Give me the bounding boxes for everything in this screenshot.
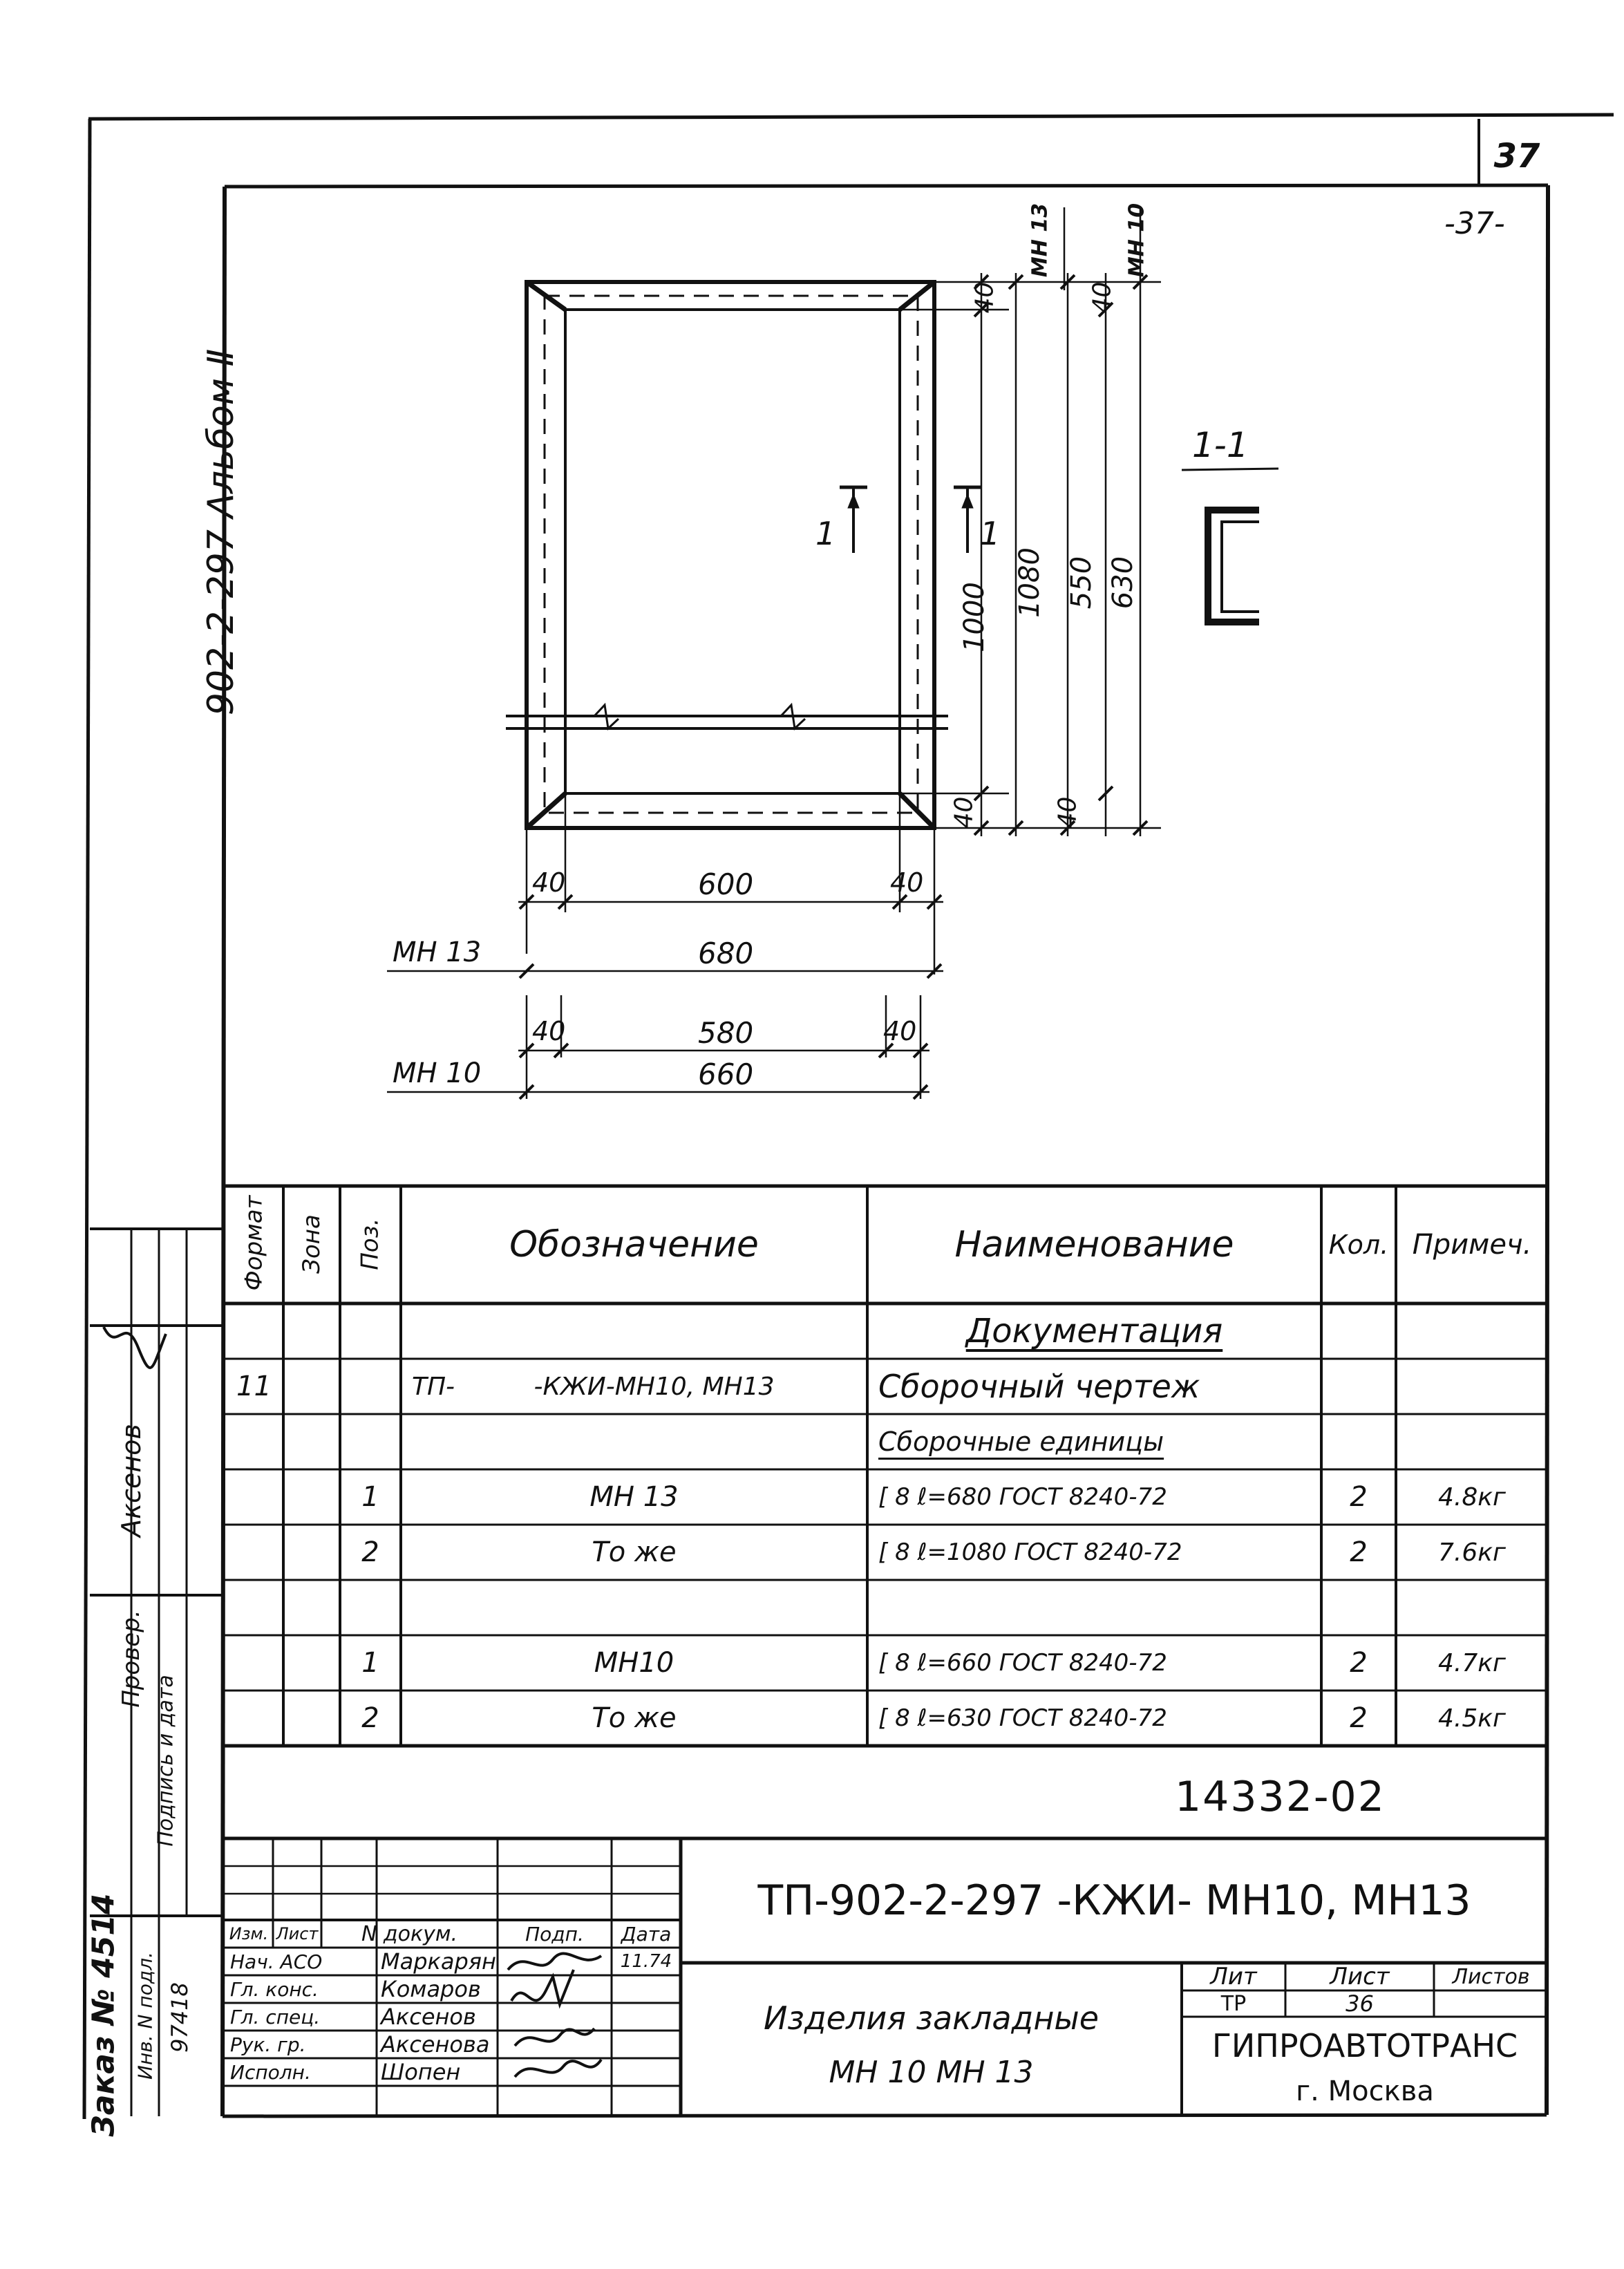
spec-row-6-name: [ 8 ℓ=660 ГОСТ 8240-72 (878, 1649, 1167, 1677)
stamp-col-list: Лист (276, 1924, 319, 1943)
spec-row-1-name: Сборочный чертеж (878, 1368, 1200, 1405)
dim-mn13-left: 40 (532, 867, 566, 898)
document-code: ТП-902-2-297 -КЖИ- МН10, МН13 (757, 1876, 1471, 1925)
spec-header-note: Примеч. (1412, 1229, 1532, 1261)
product-title-line2: МН 10 МН 13 (829, 2054, 1034, 2090)
spec-row-1-designation: ТП- -КЖИ-МН10, МН13 (412, 1372, 775, 1401)
staff-name-3: Аксенов (381, 2004, 476, 2030)
dim-mn10-total: 660 (698, 1057, 754, 1091)
spec-row-4-pos: 2 (361, 1536, 379, 1568)
dim-mn10-tag: МН 10 (393, 1057, 482, 1089)
spec-header-name: Наименование (954, 1224, 1234, 1265)
dim-mn13-mid: 600 (698, 867, 754, 901)
dim-mn13-tag: МН 13 (393, 936, 482, 968)
cut-marker-right: 1 (980, 515, 1001, 552)
spec-row-7-name: [ 8 ℓ=630 ГОСТ 8240-72 (878, 1704, 1167, 1732)
album-label: 902-2-297 Альбом Ⅱ (200, 348, 242, 716)
margin-inv-podl-value: 97418 (167, 1982, 193, 2053)
sheet-value: 36 (1346, 1990, 1374, 2017)
dim-630: 630 (1107, 556, 1139, 610)
spec-row-7-note: 4.5кг (1438, 1704, 1506, 1733)
margin-inv-podl-label: Инв. N подл. (133, 1952, 157, 2080)
corner-number: 37 (1493, 137, 1540, 176)
page-number: -37- (1444, 206, 1505, 241)
staff-role-5: Исполн. (230, 2060, 311, 2084)
sheet-header: Лист (1330, 1963, 1390, 1990)
dim-tag-mn13-vertical: МН 13 (1028, 203, 1052, 278)
dim-550: 550 (1066, 556, 1097, 610)
staff-role-1: Нач. АСО (230, 1950, 323, 1973)
spec-row-4-name: [ 8 ℓ=1080 ГОСТ 8240-72 (878, 1538, 1182, 1566)
dim-tag-mn10-vertical: МН 10 (1124, 203, 1149, 278)
spec-row-3-designation: МН 13 (589, 1481, 679, 1513)
spec-header-pos: Поз. (356, 1218, 384, 1270)
spec-row-3-qty: 2 (1350, 1481, 1368, 1513)
spec-row-3-name: [ 8 ℓ=680 ГОСТ 8240-72 (878, 1483, 1167, 1511)
spec-header-zone: Зона (298, 1214, 325, 1274)
staff-date-1: 11.74 (620, 1951, 672, 1972)
spec-row-1-format: 11 (236, 1371, 272, 1402)
spec-row-3-note: 4.8кг (1438, 1482, 1506, 1512)
spec-row-4-note: 7.6кг (1438, 1538, 1506, 1567)
dim-mn13-total: 680 (698, 936, 754, 970)
sheets-value (1434, 1990, 1548, 2017)
staff-name-5: Шопен (381, 2059, 461, 2085)
margin-sign-date-label: Подпись и дата (153, 1675, 178, 1847)
dim-bottom-40-b: 40 (1053, 796, 1082, 829)
margin-checked-name: Аксенов (116, 1424, 147, 1537)
product-title-line1: Изделия закладные (763, 1999, 1099, 2037)
spec-row-section-assemblies: Сборочные единицы (878, 1427, 1164, 1457)
cut-marker-left: 1 (815, 515, 836, 552)
dim-mn10-mid: 580 (698, 1016, 754, 1050)
dim-mn10-left: 40 (532, 1016, 566, 1046)
stamp-col-izm: Изм. (229, 1924, 269, 1943)
spec-row-4-qty: 2 (1350, 1536, 1368, 1568)
dim-top-40-b: 40 (1088, 281, 1117, 314)
staff-role-2: Гл. конс. (230, 1977, 319, 2001)
spec-row-6-pos: 1 (361, 1647, 379, 1679)
staff-name-1: Маркарян (381, 1948, 496, 1975)
section-label: 1-1 (1192, 425, 1249, 465)
dim-mn13-right: 40 (890, 867, 924, 898)
dim-mn10-right: 40 (883, 1016, 917, 1046)
sheets-header: Листов (1452, 1964, 1530, 1989)
spec-row-7-pos: 2 (361, 1702, 379, 1734)
spec-row-section-documentation: Документация (965, 1312, 1223, 1350)
inventory-number: 14332-02 (1175, 1773, 1386, 1821)
organization-city: г. Москва (1296, 2075, 1434, 2107)
staff-role-3: Гл. спец. (230, 2005, 321, 2028)
stamp-col-doc: N докум. (361, 1921, 458, 1946)
staff-name-4: Аксенова (381, 2031, 490, 2058)
spec-row-3-pos: 1 (361, 1481, 379, 1513)
spec-row-7-qty: 2 (1350, 1702, 1368, 1734)
dim-top-40-a: 40 (970, 281, 999, 314)
margin-order-number: Заказ № 4514 (86, 1893, 122, 2137)
dim-bottom-40-a: 40 (950, 796, 979, 829)
lit-value: ТР (1220, 1991, 1247, 2016)
staff-role-4: Рук. гр. (230, 2033, 306, 2056)
spec-header-format: Формат (240, 1195, 268, 1291)
spec-row-6-qty: 2 (1350, 1647, 1368, 1679)
staff-name-2: Комаров (381, 1976, 481, 2002)
dim-1080: 1080 (1014, 547, 1046, 618)
margin-checked-label: Провер. (117, 1610, 145, 1708)
organization-name: ГИПРОАВТОТРАНС (1211, 2027, 1518, 2064)
spec-row-6-note: 4.7кг (1438, 1648, 1506, 1677)
spec-row-4-designation: То же (592, 1536, 677, 1568)
dim-1000: 1000 (959, 582, 990, 652)
spec-row-6-designation: МН10 (594, 1647, 674, 1679)
lit-header: Лит (1210, 1963, 1257, 1990)
spec-row-7-designation: То же (592, 1702, 677, 1734)
stamp-col-date: Дата (621, 1922, 672, 1946)
spec-header-qty: Кол. (1328, 1230, 1389, 1260)
stamp-col-sign: Подп. (525, 1922, 584, 1946)
spec-header-designation: Обозначение (509, 1224, 759, 1265)
